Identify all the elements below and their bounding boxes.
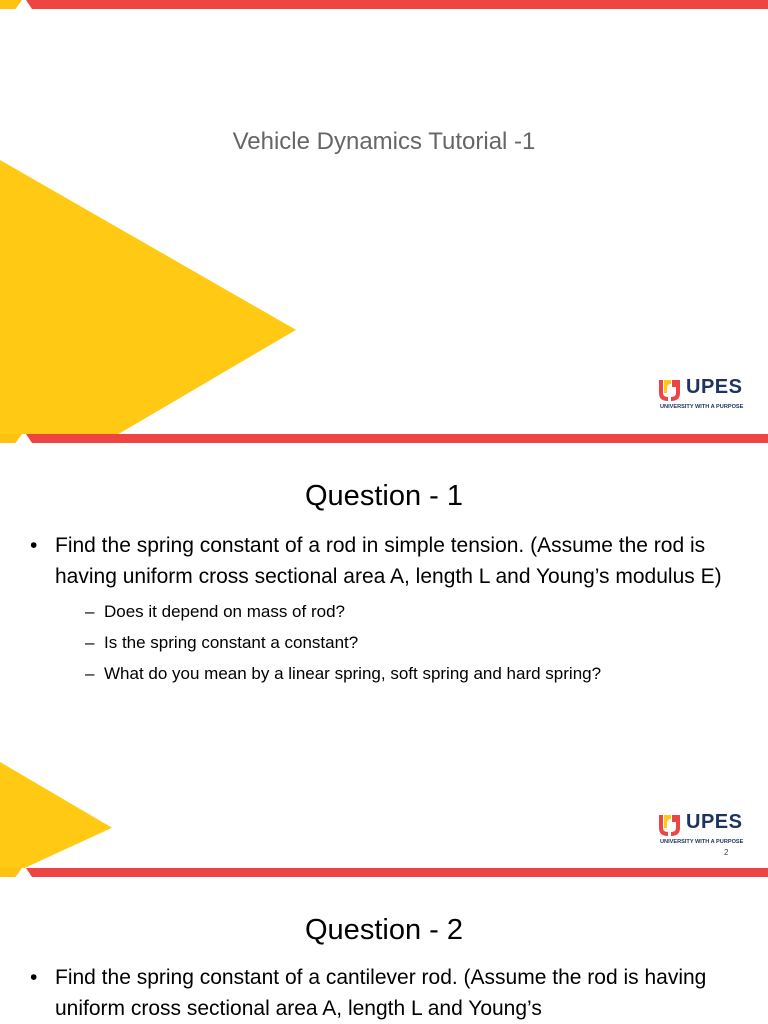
bullet-dot: •	[30, 534, 38, 557]
logo-tagline: UNIVERSITY WITH A PURPOSE	[660, 839, 744, 845]
top-accent-bar	[0, 434, 768, 443]
slide-title: Question - 2	[305, 914, 463, 946]
bullet-text: Find the spring constant of a cantilever rod. (Assume the rod is having uniform cross sectional area A, length L and Young’s	[55, 966, 707, 1020]
sub-bullet-dash: –	[85, 633, 95, 652]
bullet-text: Find the spring constant of a rod in simple tension. (Assume the rod is having uniform cross sectional area A, length L and Young’s modulus E)	[55, 534, 722, 588]
list-item	[55, 596, 730, 627]
list-item	[55, 658, 730, 689]
sub-bullet-text: Is the spring constant a constant?	[104, 633, 359, 652]
top-bar-yellow-tick	[0, 0, 22, 9]
bullet-dot: •	[30, 966, 38, 989]
logo-wordmark: UPES	[686, 376, 743, 398]
decorative-yellow-triangle	[0, 762, 112, 868]
top-bar-yellow-tick	[0, 868, 22, 877]
sub-bullet-dash: –	[85, 664, 95, 683]
list-item	[30, 962, 730, 1024]
sub-bullet-dash: –	[85, 602, 95, 621]
slide-2	[0, 434, 768, 868]
list-item	[55, 627, 730, 658]
top-accent-bar	[0, 868, 768, 877]
top-bar-red-strip	[26, 868, 768, 877]
page-number: 2	[724, 848, 729, 857]
top-accent-bar	[0, 0, 768, 9]
sub-bullet-text: Does it depend on mass of rod?	[104, 602, 345, 621]
sub-bullet-text: What do you mean by a linear spring, soft spring and hard spring?	[104, 664, 602, 683]
top-bar-red-strip	[26, 434, 768, 443]
upes-logo	[658, 378, 754, 416]
slide-title: Question - 1	[305, 480, 463, 512]
top-bar-red-strip	[26, 0, 768, 9]
logo-tagline: UNIVERSITY WITH A PURPOSE	[660, 404, 744, 410]
upes-logo	[658, 813, 754, 851]
sub-bullet-list	[55, 596, 730, 689]
bullet-list	[30, 962, 730, 1024]
upes-logo-icon	[658, 378, 682, 402]
logo-wordmark: UPES	[686, 811, 743, 833]
presentation-title: Vehicle Dynamics Tutorial -1	[232, 128, 536, 155]
upes-logo-icon	[658, 813, 682, 837]
slide-1	[0, 0, 768, 434]
list-item	[30, 530, 730, 689]
bullet-list	[30, 530, 730, 689]
top-bar-yellow-tick	[0, 434, 22, 443]
slide-3	[0, 868, 768, 1024]
decorative-yellow-triangle	[0, 160, 296, 434]
